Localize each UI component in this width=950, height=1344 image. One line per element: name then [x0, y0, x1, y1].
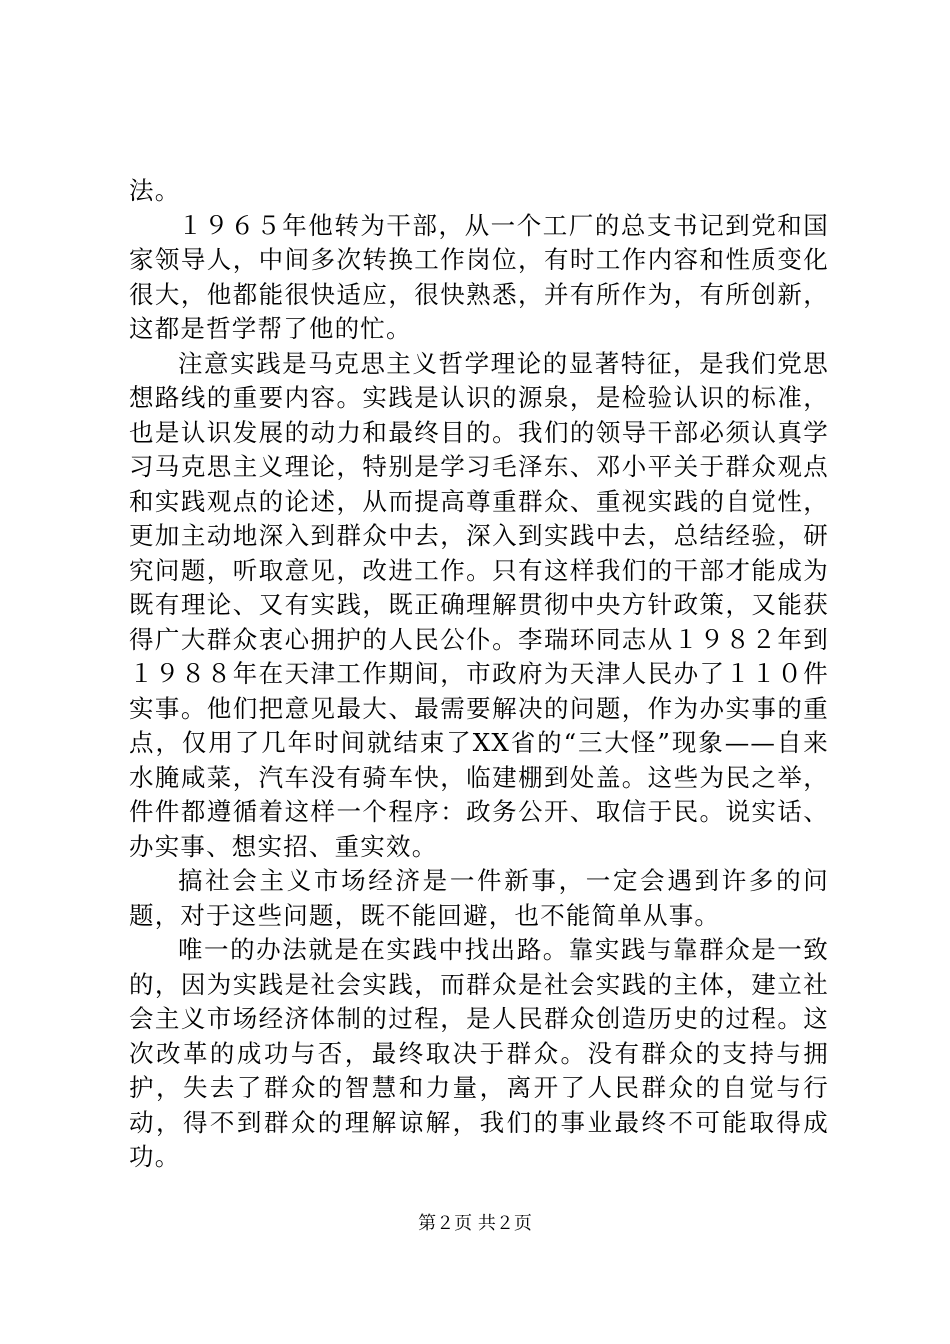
paragraph: 搞社会主义市场经济是一件新事，一定会遇到许多的问题，对于这些问题，既不能回避，也不能简单从事。: [129, 866, 829, 930]
document-body: [129, 174, 829, 1175]
paragraph: 注意实践是马克思主义哲学理论的显著特征，是我们党思想路线的重要内容。实践是认识的源泉，是检验认识的标准，也是认识发展的动力和最终目的。我们的领导干部必须认真学习马克思主义理论，特别是学习毛泽东、邓小平关于群众观点和实践观点的论述，从而提高尊重群众、重视实践的自觉性，更加主动地深入到群众中去，深入到实践中去，总结经验，研究问题，听取意见，改进工作。只有这样我们的干部才能成为既有理论、又有实践，既正确理解贯彻中央方针政策，又能获得广大群众衷心拥护的人民公仆。李瑞环同志从１９８２年到１９８８年在天津工作期间，市政府为天津人民办了１１０件实事。他们把意见最大、最需要解决的问题，作为办实事的重点，仅用了几年时间就结束了XX省的“三大怪”现象——自来水腌咸菜，汽车没有骑车快，临建棚到处盖。这些为民之举，件件都遵循着这样一个程序：政务公开、取信于民。说实话、办实事、想实招、重实效。: [129, 348, 829, 861]
paragraph: 唯一的办法就是在实践中找出路。靠实践与靠群众是一致的，因为实践是社会实践，而群众是社会实践的主体，建立社会主义市场经济体制的过程，是人民群众创造历史的过程。这次改革的成功与否，最终取决于群众。没有群众的支持与拥护，失去了群众的智慧和力量，离开了人民群众的自觉与行动，得不到群众的理解谅解，我们的事业最终不可能取得成功。: [129, 935, 829, 1171]
page-number-label: 第２页 共２页: [418, 1213, 532, 1234]
page-footer: [0, 1212, 950, 1236]
paragraph: １９６５年他转为干部，从一个工厂的总支书记到党和国家领导人，中间多次转换工作岗位，有时工作内容和性质变化很大，他都能很快适应，很快熟悉，并有所作为，有所创新，这都是哲学帮了他的忙。: [129, 210, 829, 343]
paragraph-continuation: 法。: [129, 176, 181, 205]
